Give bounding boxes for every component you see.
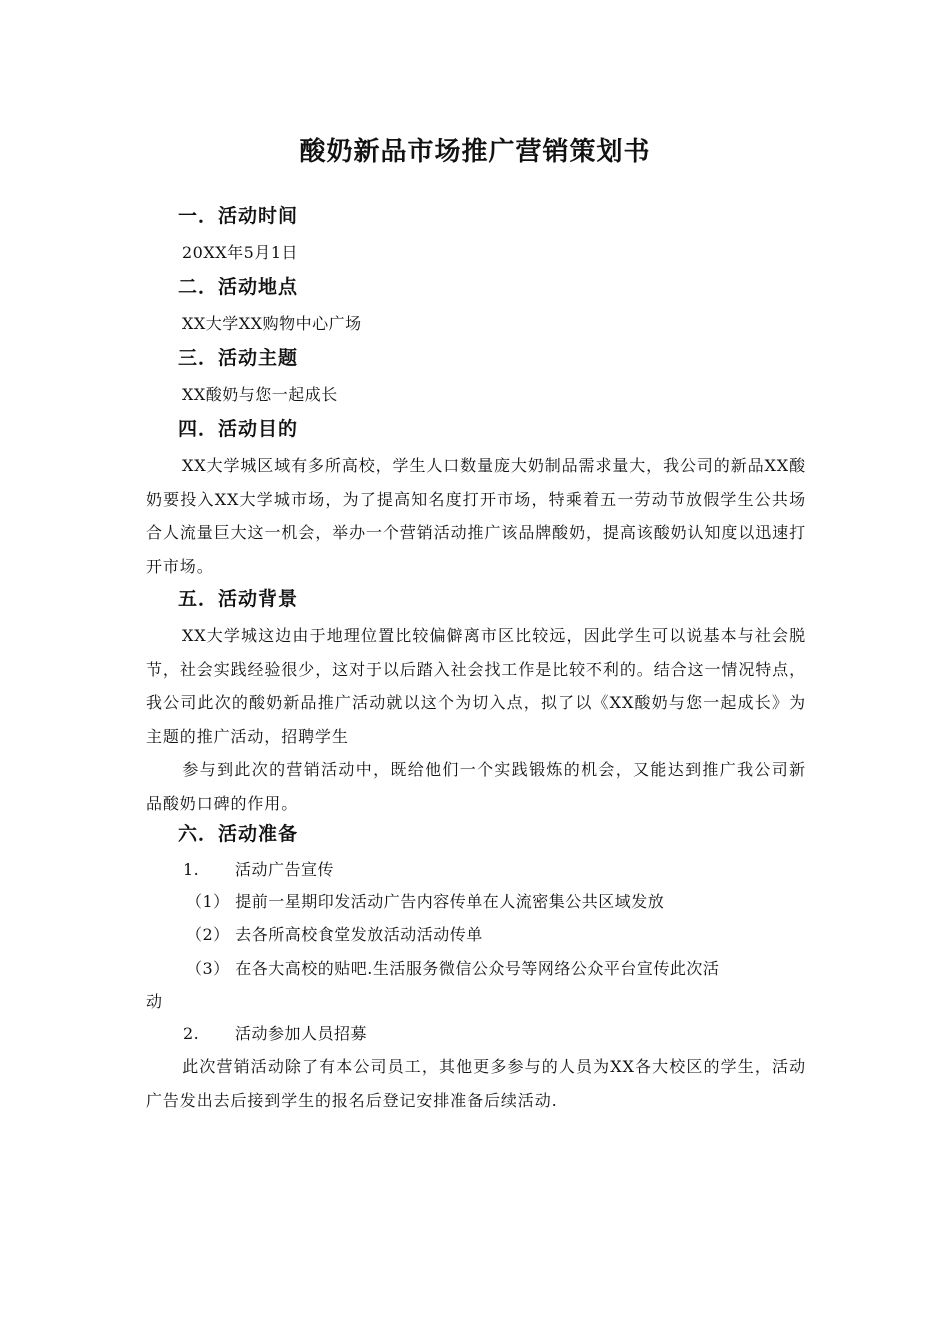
background-text-1: XX大学城这边由于地理位置比较偏僻离市区比较远，因此学生可以说基本与社会脱节，社会实践经验很少，这对于以后踏入社会找工作是比较不利的。结合这一情况特点，我公司此次的酸奶新品推广活动就以这个为切入点，拟了以《XX酸奶与您一起成长》为主题的推广活动，招聘学生 xyxy=(146,626,806,746)
section-heading-location: 二．活动地点 xyxy=(178,276,299,298)
section-heading-theme: 三．活动主题 xyxy=(178,347,299,369)
prep-item-1-sub-1: （1） 提前一星期印发活动广告内容传单在人流密集公共区域发放 xyxy=(186,892,665,911)
background-paragraph-1 xyxy=(146,619,806,753)
prep-item-2-number: 2. xyxy=(183,1024,200,1043)
prep-item-2-paragraph xyxy=(146,1050,806,1117)
prep-item-1-sub-3: （3） 在各大高校的贴吧.生活服务微信公众号等网络公众平台宣传此次活 xyxy=(186,959,720,978)
prep-item-2-text: 此次营销活动除了有本公司员工，其他更多参与的人员为XX各大校区的学生，活动广告发出去后接到学生的报名后登记安排准备后续活动. xyxy=(146,1057,806,1110)
prep-item-1-label: 活动广告宣传 xyxy=(235,860,335,879)
background-text-2: 参与到此次的营销活动中，既给他们一个实践锻炼的机会，又能达到推广我公司新品酸奶口碑的作用。 xyxy=(146,760,806,813)
document-title: 酸奶新品市场推广营销策划书 xyxy=(299,137,651,167)
prep-item-1-sub-3-cont: 动 xyxy=(146,992,163,1011)
prep-item-1-sub-2: （2） 去各所高校食堂发放活动活动传单 xyxy=(186,925,483,944)
background-paragraph-2 xyxy=(146,753,806,820)
section-heading-time: 一．活动时间 xyxy=(178,205,299,227)
section-heading-background: 五．活动背景 xyxy=(178,588,299,610)
prep-item-1-number: 1. xyxy=(183,860,200,879)
purpose-paragraph xyxy=(146,449,806,583)
section-heading-preparation: 六．活动准备 xyxy=(178,823,299,845)
section-heading-purpose: 四．活动目的 xyxy=(178,418,299,440)
purpose-text: XX大学城区域有多所高校，学生人口数量庞大奶制品需求量大，我公司的新品XX酸奶要投入XX大学城市场，为了提高知名度打开市场，特乘着五一劳动节放假学生公共场合人流量巨大这一机会，举办一个营销活动推广该品牌酸奶，提高该酸奶认知度以迅速打开市场。 xyxy=(146,456,806,576)
time-content: 20XX年5月1日 xyxy=(182,243,299,262)
theme-content: XX酸奶与您一起成长 xyxy=(182,385,338,404)
prep-item-2-label: 活动参加人员招募 xyxy=(235,1024,368,1043)
location-content: XX大学XX购物中心广场 xyxy=(182,314,362,333)
